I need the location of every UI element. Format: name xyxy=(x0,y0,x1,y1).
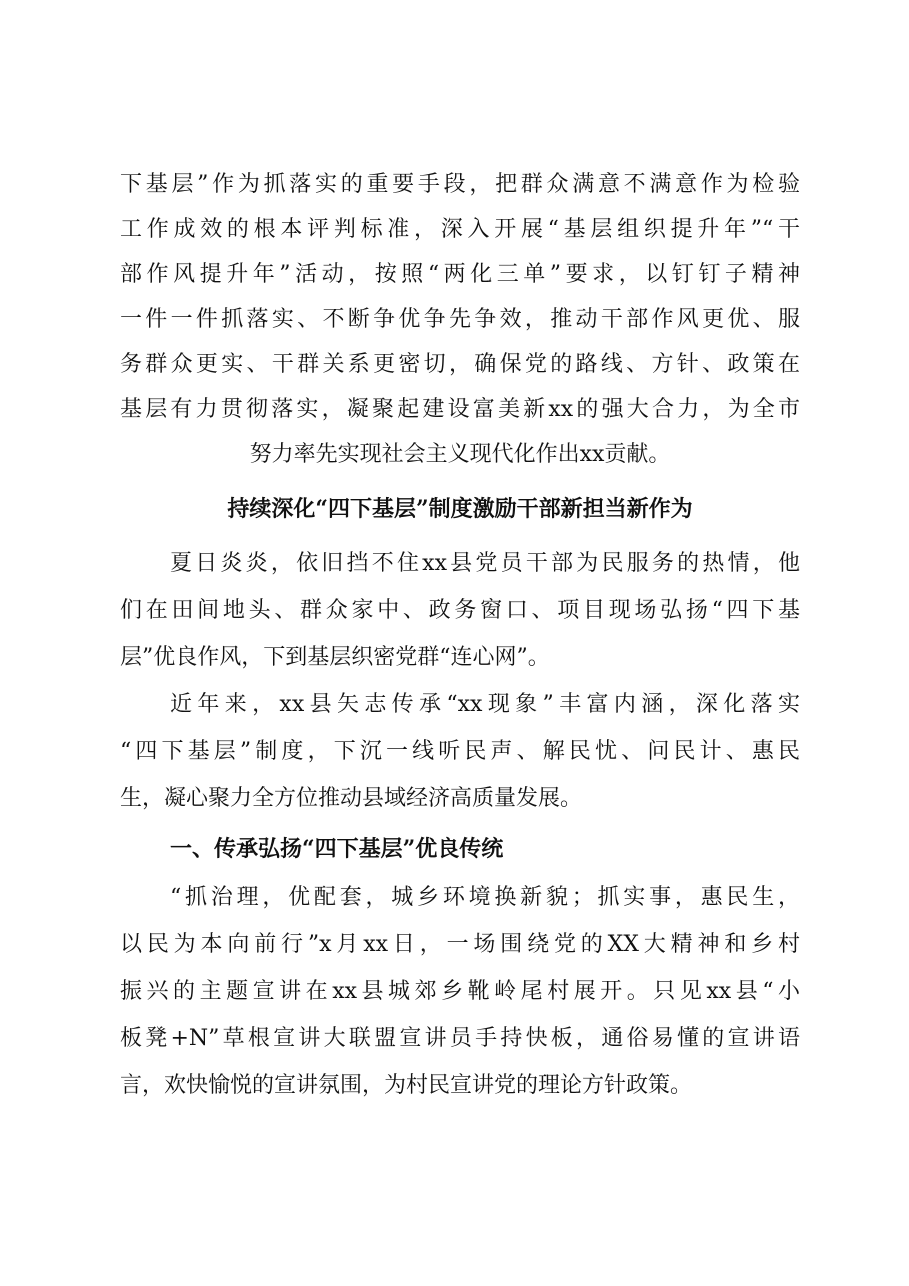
para2-line-1: 近年来，xx县矢志传承“xx现象”丰富内涵，深化落实 xyxy=(170,692,800,717)
para3-line-1: “抓治理，优配套，城乡环境换新貌；抓实事，惠民生， xyxy=(170,885,800,910)
para3-line-5: 言，欢快愉悦的宣讲氛围，为村民宣讲党的理论方针政策。 xyxy=(120,1073,693,1098)
intro-line-1: 下基层”作为抓落实的重要手段，把群众满意不满意作为检验 xyxy=(120,172,800,197)
intro-line-5: 务群众更实、干群关系更密切，确保党的路线、方针、政策在 xyxy=(120,352,800,377)
intro-line-6: 基层有力贯彻落实，凝聚起建设富美新xx的强大合力，为全市 xyxy=(120,397,800,422)
para3-line-2: 以民为本向前行”x月xx日，一场围绕党的XX大精神和乡村 xyxy=(120,932,800,957)
intro-line-7: 努力率先实现社会主义现代化作出xx贡献。 xyxy=(249,442,671,467)
intro-line-2: 工作成效的根本评判标准，深入开展“基层组织提升年”“干 xyxy=(120,217,800,242)
para3-line-3: 振兴的主题宣讲在xx县城郊乡靴岭尾村展开。只见xx县“小 xyxy=(120,979,800,1004)
para2-line-3: 生，凝心聚力全方位推动县域经济高质量发展。 xyxy=(120,786,583,811)
para3-line-4: 板凳+N”草根宣讲大联盟宣讲员手持快板，通俗易懂的宣讲语 xyxy=(120,1026,800,1051)
para1-line-1: 夏日炎炎，依旧挡不住xx县党员干部为民服务的热情，他 xyxy=(170,551,800,576)
section-title-1: 一、传承弘扬“四下基层”优良传统 xyxy=(170,836,504,862)
intro-line-3: 部作风提升年”活动，按照“两化三单”要求，以钉钉子精神 xyxy=(120,262,800,287)
para2-line-2: “四下基层”制度，下沉一线听民声、解民忧、问民计、惠民 xyxy=(120,739,800,764)
intro-line-4: 一件一件抓落实、不断争优争先争效，推动干部作风更优、服 xyxy=(120,307,800,332)
article-heading: 持续深化“四下基层”制度激励干部新担当新作为 xyxy=(227,496,693,522)
para1-line-2: 们在田间地头、群众家中、政务窗口、项目现场弘扬“四下基 xyxy=(120,598,800,623)
para1-line-3: 层”优良作风，下到基层织密党群“连心网”。 xyxy=(120,645,550,670)
